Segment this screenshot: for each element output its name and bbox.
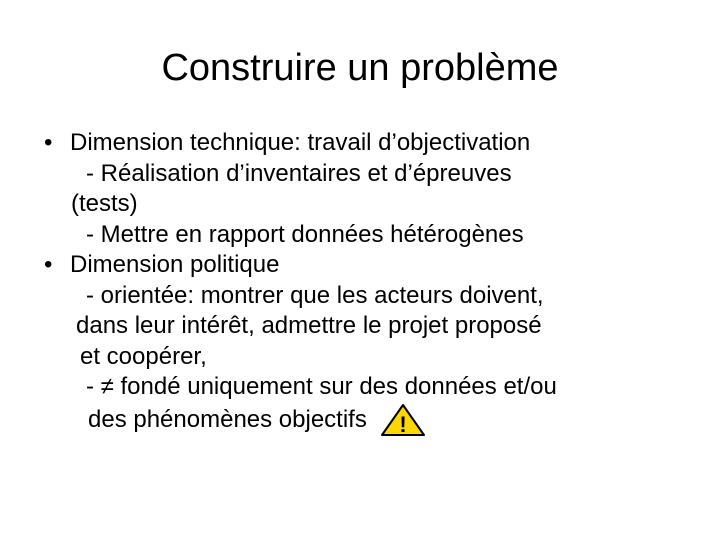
bullet-symbol: • bbox=[44, 251, 53, 278]
sub-line: - ≠ fondé uniquement sur des données et/ou bbox=[86, 373, 557, 400]
sub-line: dans leur intérêt, admettre le projet proposé bbox=[76, 312, 542, 339]
warning-exclamation: ! bbox=[398, 411, 407, 437]
bullet-text: Dimension technique: travail d’objectivation bbox=[70, 129, 531, 156]
sub-line-text: des phénomènes objectifs bbox=[88, 405, 367, 433]
bullet-symbol: • bbox=[44, 129, 53, 156]
bullet-item-technique bbox=[44, 128, 684, 159]
slide-body bbox=[44, 128, 684, 445]
slide-title: Construire un problème bbox=[161, 47, 559, 89]
sub-line: - Mettre en rapport données hétérogènes bbox=[86, 220, 524, 248]
sub-line: - Réalisation d’inventaires et d’épreuves bbox=[86, 159, 512, 187]
sub-line-with-icon bbox=[44, 403, 684, 446]
sub-line: (tests) bbox=[71, 190, 138, 217]
sub-line: et coopérer, bbox=[80, 342, 207, 370]
sub-line: - orientée: montrer que les acteurs doivent, bbox=[86, 281, 544, 309]
warning-triangle-icon bbox=[380, 403, 426, 446]
bullet-text: Dimension politique bbox=[70, 251, 280, 278]
bullet-item-politique bbox=[44, 250, 684, 281]
